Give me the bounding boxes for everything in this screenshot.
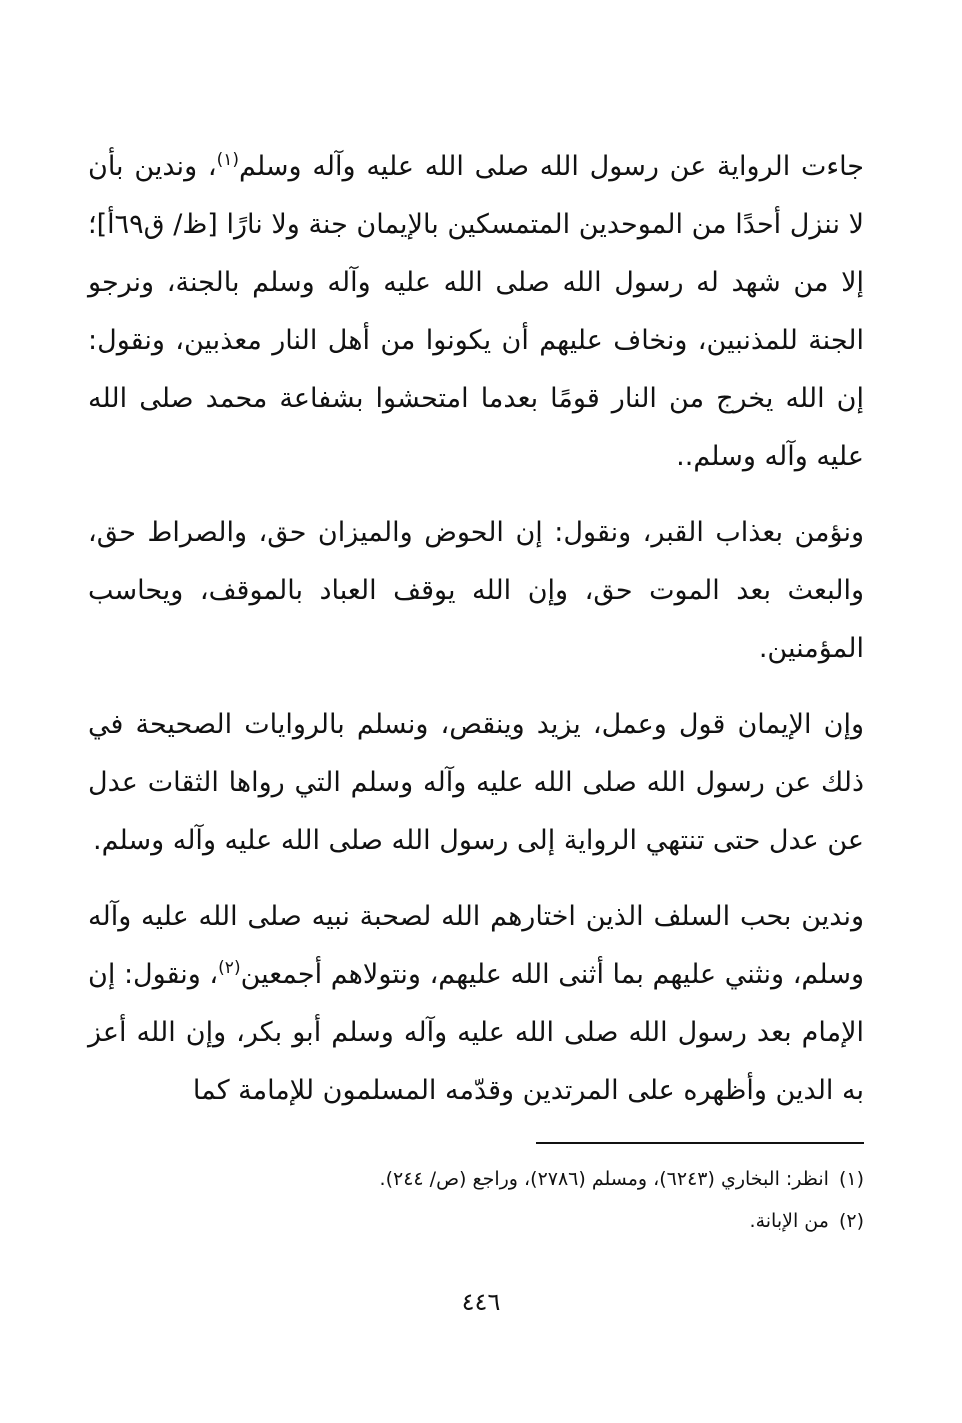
page-number: ٤٤٦ xyxy=(461,1288,501,1316)
footnote-ref-1: (١) xyxy=(216,150,240,170)
footnote-2-number: (٢) xyxy=(838,1210,864,1232)
footnote-2 xyxy=(88,1200,864,1242)
footnote-1-number: (١) xyxy=(838,1168,864,1190)
paragraph-1-text-b: ، وندين بأن لا ننزل أحدًا من الموحدين المتمسكين بالإيمان جنة ولا نارًا [ظ/ ق٦٩أ]؛ إلا من شهد له رسول الله صلى الله عليه وآله وسلم بالجنة، ونرجو الجنة للمذنبين، ونخاف عليهم أن يكونوا من أهل النار معذبين، ونقول: إن الله يخرج من النار قومًا بعدما امتحشوا بشفاعة محمد صلى الله عليه وآله وسلم.. xyxy=(88,151,864,472)
footnote-2-text: من الإبانة. xyxy=(749,1210,829,1232)
paragraph-4-text-a: وندين بحب السلف الذين اختارهم الله لصحبة نبيه صلى الله عليه وآله وسلم، ونثني عليهم بما أثنى الله عليهم، ونتولاهم أجمعين xyxy=(88,901,864,990)
footnote-1 xyxy=(88,1158,864,1200)
footnote-ref-2: (٢) xyxy=(218,958,241,978)
paragraph-1-text-a: جاءت الرواية عن رسول الله صلى الله عليه وآله وسلم xyxy=(239,151,864,182)
paragraph-4 xyxy=(88,888,864,1120)
paragraph-3: وإن الإيمان قول وعمل، يزيد وينقص، ونسلم بالروايات الصحيحة في ذلك عن رسول الله صلى الله عليه وآله وسلم التي رواها الثقات عدل عن عدل حتى تنتهي الرواية إلى رسول الله صلى الله عليه وآله وسلم. xyxy=(88,709,864,856)
footnote-1-text: انظر: البخاري (٦٢٤٣)، ومسلم (٢٧٨٦)، وراجع (ص/ ٢٤٤). xyxy=(379,1168,829,1190)
paragraph-2: ونؤمن بعذاب القبر، ونقول: إن الحوض والميزان حق، والصراط حق، والبعث بعد الموت حق، وإن الله يوقف العباد بالموقف، ويحاسب المؤمنين. xyxy=(88,517,864,664)
footnotes xyxy=(88,1158,864,1242)
main-text xyxy=(88,138,864,1138)
paragraph-1 xyxy=(88,138,864,486)
footnote-divider xyxy=(536,1142,864,1144)
paragraph-4-text-b: ، ونقول: إن الإمام بعد رسول الله صلى الله عليه وآله وسلم أبو بكر، وإن الله أعز به الدين وأظهره على المرتدين وقدّمه المسلمون للإمامة كما xyxy=(88,959,864,1106)
